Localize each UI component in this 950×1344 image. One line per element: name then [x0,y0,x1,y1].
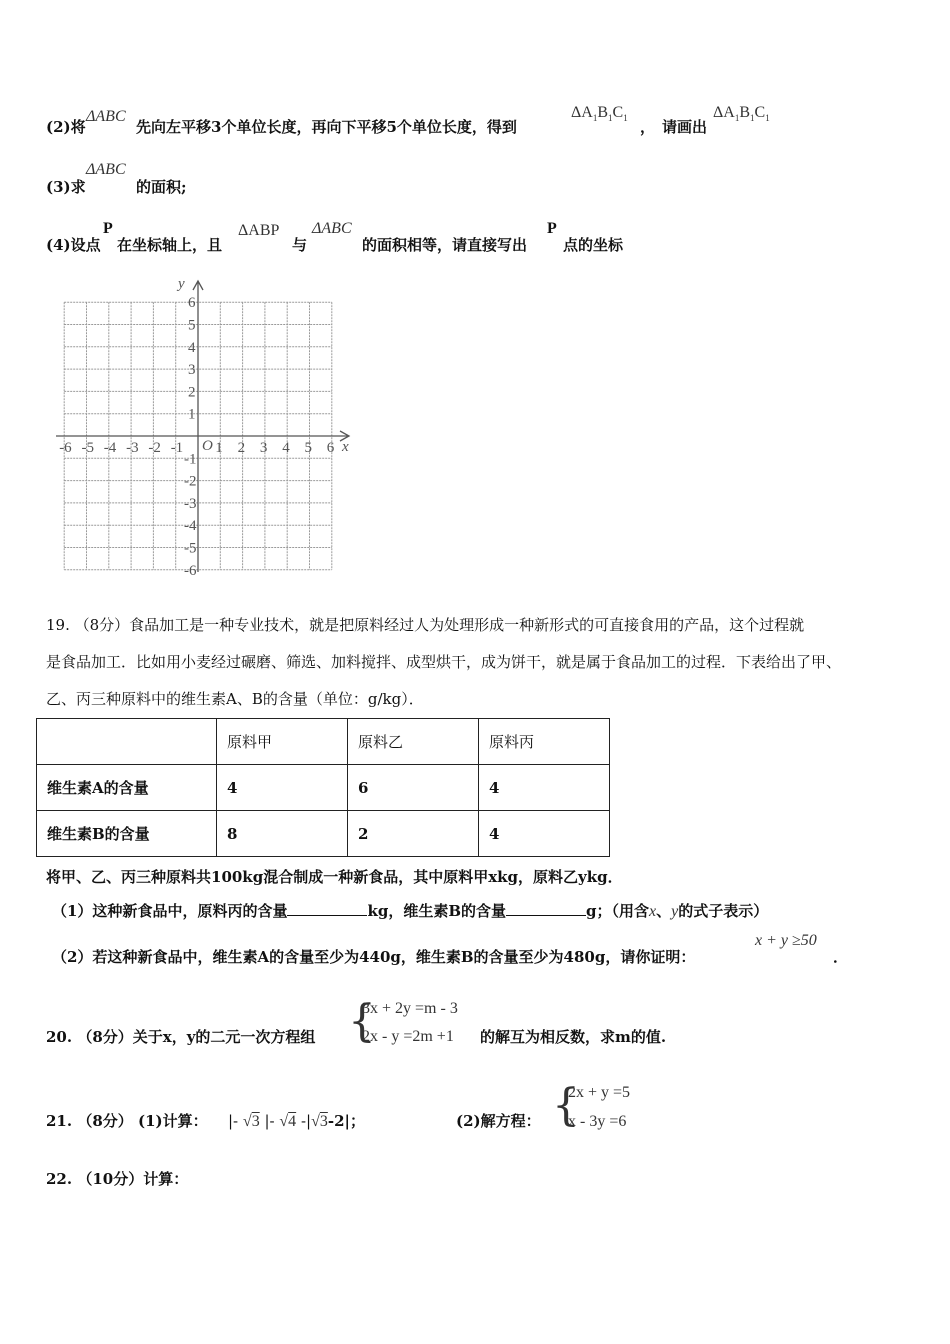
y-tick-label: -3 [184,495,197,512]
q18-p3-post: 的面积; [136,178,187,196]
q19-line1: 19. （8分）食品加工是一种专业技术，就是把原料经过人为处理形成一种新形式的可直接食用的产品，这个过程就 [46,616,805,634]
q21-part2: (2)解方程： [456,1112,541,1130]
table-cell: 8 [217,811,348,857]
q20-pre: 20. （8分）关于x，y的二元一次方程组 [46,1028,316,1046]
x-tick-label: -3 [126,440,139,456]
q18-p2-mid: 先向左平移3个单位长度，再向下平移5个单位长度，得到 [136,118,517,136]
x-tick-label: 6 [326,440,335,456]
q21-expr-a: |- [228,1112,239,1130]
q19-line2: 是食品加工．比如用小麦经过碾磨、筛选、加料搅拌、成型烘干，成为饼干，就是属于食品加工的过程．下表给出了甲、 [46,653,842,671]
table-cell: 维生素B的含量 [37,811,217,857]
q19-line3: 乙、丙三种原料中的维生素A、B的含量（单位：g/kg）． [46,690,424,708]
answer-blank [506,901,586,916]
x-tick-label: -6 [59,440,72,456]
x-tick-label: -2 [148,440,161,456]
x-tick-label: 5 [304,440,312,456]
q18-p2-sep: ， [640,118,656,136]
q18-p2-triangle-abc: ΔABC [86,108,126,125]
table-row [37,811,610,857]
q18-part2-line [46,116,86,137]
table-cell: 2 [348,811,479,857]
table-cell: 维生素A的含量 [37,765,217,811]
q19-sub1 [52,900,768,921]
q19-sub2-math: x + y ≥50 [755,932,817,949]
y-tick-label: 2 [188,384,196,401]
x-tick-label: -5 [81,440,94,456]
q20-brace-icon: { [348,996,376,1047]
q22-text: 22. （10分）计算： [46,1170,189,1188]
table-cell: 4 [217,765,348,811]
q18-p2-post: 请画出 [662,118,708,136]
q21-eq1: 2x + y =5 [568,1084,631,1101]
table-cell: 6 [348,765,479,811]
table-header-cell [37,719,217,765]
q19-sub1-pre: （1）这种新食品中，原料丙的含量 [52,902,288,920]
x-tick-label: 2 [237,440,246,456]
y-tick-label: 4 [188,339,196,356]
q21-expression [228,1110,365,1131]
q18-p2-pre: (2)将 [46,118,86,136]
x-tick-labels [59,440,335,456]
x-axis-label: x [342,439,349,455]
q18-p4-t1: 在坐标轴上，且 [117,236,223,254]
q18-p4-point-p: P [103,220,113,237]
coordinate-grid [50,276,360,582]
q18-p2-triangle-a1b1c1: $\Delta A_1B_1C_1$ [571,104,628,124]
y-tick-label: -4 [184,518,197,535]
q18-p2-triangle-a1b1c1-second: $\Delta A_1B_1C_1$ [713,104,770,124]
sqrt-icon: √3 [311,1113,328,1130]
table-cell: 4 [479,811,610,857]
answer-blank [287,901,367,916]
x-tick-label: -4 [103,440,117,456]
y-tick-label: -6 [184,562,197,579]
y-axis-label: y [178,276,185,292]
q21-eq2: x - 3y =6 [568,1113,627,1130]
table-header-cell: 原料乙 [348,719,479,765]
q19-sub1-y: y [671,903,679,920]
x-tick-label: 3 [259,440,268,456]
y-tick-label: -5 [184,540,197,557]
origin-label: O [202,438,213,454]
table-header-cell: 原料甲 [217,719,348,765]
x-tick-label: 1 [215,440,223,456]
q20-eq1: 3x + 2y =m - 3 [362,1000,458,1017]
q19-after-table: 将甲、乙、丙三种原料共100kg混合制成一种新食品，其中原料甲xkg，原料乙ykg． [46,868,623,886]
table-header-row [37,719,610,765]
q21-expr-b: |- [264,1112,275,1130]
sqrt-icon: √4 [279,1113,297,1130]
q18-p3-pre: (3)求 [46,178,86,196]
q21-pre: 21. （8分） (1)计算： [46,1112,208,1130]
q19-sub2-text: （2）若这种新食品中，维生素A的含量至少为440g，维生素B的含量至少为480g，请你证明： [52,948,696,966]
table-header-cell: 原料丙 [479,719,610,765]
table-cell: 4 [479,765,610,811]
y-tick-label: -2 [184,473,197,490]
q18-p4-t2: 与 [292,236,308,254]
q19-sub2-end: ． [833,948,849,966]
q18-p4-triangle-abp: ΔABP [238,222,280,239]
q21-expr-d: -2|； [327,1112,365,1130]
y-tick-label: 5 [188,317,196,334]
x-tick-label: -1 [170,440,184,456]
y-tick-label: -1 [184,451,197,468]
vitamin-table [36,718,610,857]
q20-post: 的解互为相反数，求m的值. [480,1028,667,1046]
q18-p4-pre: (4)设点 [46,236,101,254]
q21-brace-icon: { [552,1080,580,1131]
q18-p4-point-p-second: P [547,220,557,237]
q19-sub1-sep: 、 [656,902,672,920]
q18-p3-triangle-abc: ΔABC [86,161,126,178]
q20-eq2: 2x - y =2m +1 [362,1028,454,1045]
q19-sub1-post: g；（用含 [586,902,650,920]
q18-p4-triangle-abc: ΔABC [312,220,352,237]
q19-sub1-end: 的式子表示） [678,902,769,920]
x-tick-label: 4 [282,440,290,456]
y-tick-labels [184,295,197,579]
q18-p4-t4: 点的坐标 [563,236,624,254]
y-tick-label: 6 [188,295,196,312]
table-row [37,765,610,811]
q21-expr-c: -| [300,1112,312,1130]
q19-sub1-x: x [649,903,657,920]
sqrt-icon: √3 [242,1113,260,1130]
y-tick-label: 3 [188,362,196,379]
q19-sub1-mid: kg，维生素B的含量 [367,902,507,920]
y-tick-label: 1 [188,406,196,423]
q18-p4-t3: 的面积相等，请直接写出 [362,236,528,254]
